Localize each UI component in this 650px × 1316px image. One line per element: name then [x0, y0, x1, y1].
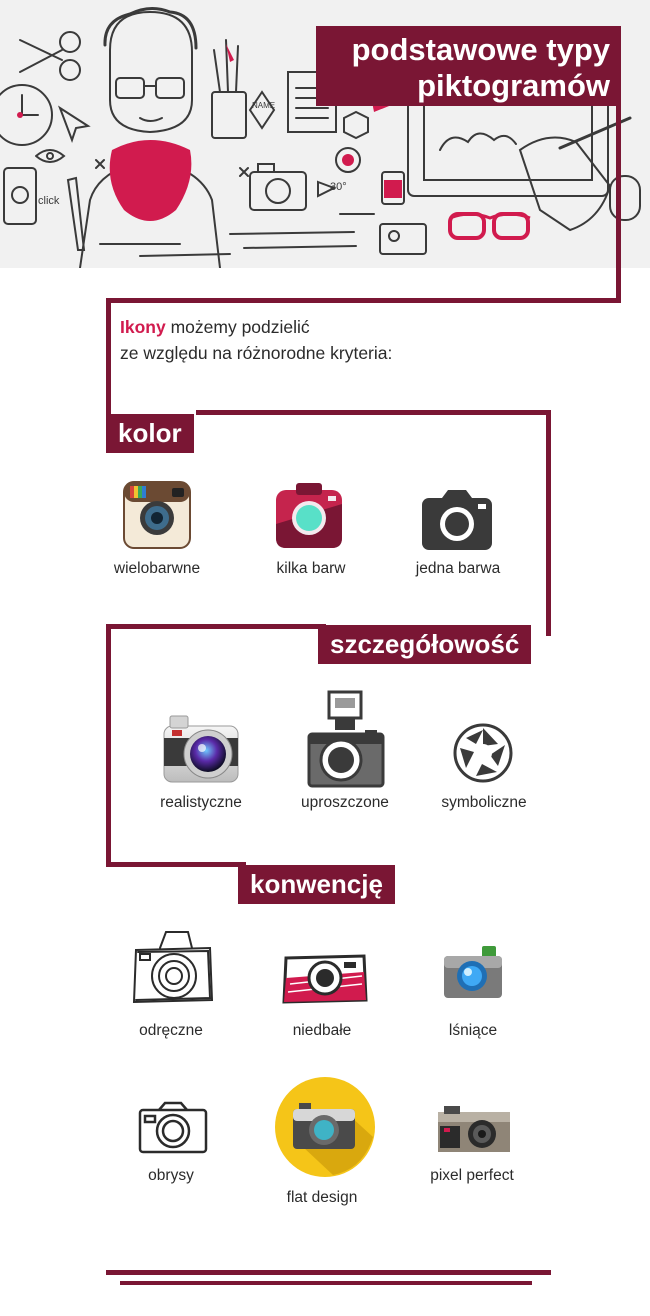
eye-icon: [36, 150, 64, 162]
label-uproszczone: uproszczone: [301, 794, 389, 811]
label-niedbale: niedbałe: [292, 1022, 352, 1039]
pencil-icon: [68, 178, 84, 250]
person-head: [110, 12, 192, 132]
camera-sloppy-icon: [282, 948, 368, 1004]
scarf-icon: [110, 140, 192, 221]
footer-line-2: [120, 1281, 532, 1285]
camera-realistic-icon: [162, 712, 240, 786]
camera-sketch-icon: [250, 172, 306, 210]
phone-icon: [4, 168, 36, 224]
section-title-kolor: kolor: [106, 414, 194, 453]
label-obrysy: obrysy: [148, 1167, 194, 1184]
label-kilka-barw: kilka barw: [276, 560, 346, 577]
section-title-konwencje: konwencję: [238, 865, 395, 904]
compass-icon: [250, 92, 274, 128]
intro-line1: możemy podzielić: [165, 317, 310, 337]
cube-icon: [344, 112, 368, 138]
frame-top-right-v: [616, 26, 621, 302]
intro-highlight: Ikony: [120, 317, 166, 337]
page-title-line2: piktogramów: [417, 68, 610, 103]
camera-flat-design-icon: [273, 1075, 377, 1179]
camera-hand-drawn-icon: [130, 926, 216, 1006]
frame-kolor-h: [196, 410, 551, 415]
label-realistyczne: realistyczne: [160, 794, 242, 811]
frame-left-v2: [106, 624, 111, 866]
compass-letters: NAME: [252, 101, 276, 110]
label-flat-design: flat design: [286, 1189, 358, 1206]
label-jedna-barwa: jedna barwa: [415, 560, 501, 577]
camera-outline-icon: [137, 1100, 209, 1154]
frame-top-h: [106, 298, 621, 303]
id-card-icon: [380, 224, 426, 254]
camera-one-color-icon: [420, 488, 494, 552]
degrees-text: 30°: [330, 181, 347, 193]
frame-left-v1: [106, 298, 111, 416]
frame-low-h: [106, 862, 246, 867]
label-lsniace: lśniące: [448, 1022, 498, 1039]
section-title-szczegolowosc: szczegółowość: [318, 625, 531, 664]
mouse-icon: [610, 176, 640, 220]
instagram-icon: [122, 480, 192, 550]
camera-few-colors-icon: [274, 480, 344, 550]
intro-line2: ze względu na różnorodne kryteria:: [120, 343, 393, 363]
brush-cup-icon: [212, 92, 246, 138]
click-text: click: [38, 195, 60, 207]
scissors-icon: [60, 32, 80, 52]
label-symboliczne: symboliczne: [441, 794, 527, 811]
page-title-line1: podstawowe typy: [351, 32, 610, 67]
label-wielobarwne: wielobarwne: [113, 560, 201, 577]
camera-pixel-perfect-icon: [436, 1104, 512, 1154]
camera-simplified-icon: [305, 690, 385, 790]
footer-line-1: [106, 1270, 551, 1275]
aperture-icon: [452, 722, 514, 784]
camera-glossy-icon: [442, 944, 504, 1000]
intro-text: [120, 314, 392, 366]
label-odreczne: odręczne: [139, 1022, 203, 1039]
frame-mid-h: [106, 624, 326, 629]
label-pixel-perfect: pixel perfect: [430, 1167, 514, 1184]
frame-right-v2: [546, 410, 551, 636]
